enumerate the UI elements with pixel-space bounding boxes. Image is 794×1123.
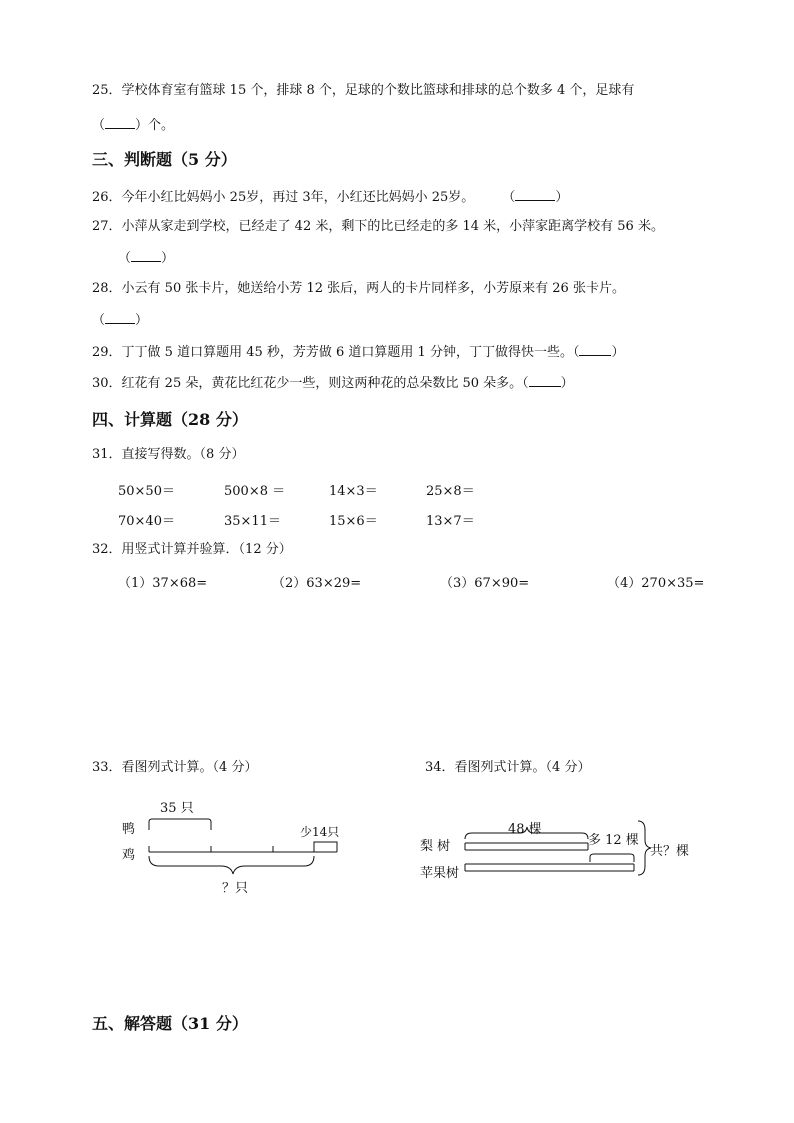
q26-close: ） [555,190,569,205]
q25-open: （ [92,118,106,133]
q32-title: 32．用竖式计算并验算．（12 分） [92,542,292,557]
q28-text: 28．小云有 50 张卡片，她送给小芳 12 张后，两人的卡片同样多，小芳原来有 26 张卡片。 [92,281,625,296]
q31-problem: 70×40＝ [118,514,175,529]
q25-close: ）个。 [135,118,175,133]
q31-problem: 25×8＝ [426,484,475,499]
q33-title: 33．看图列式计算。（4 分） [92,760,258,775]
q27-text: 27．小萍从家走到学校，已经走了 42 米，剩下的比已经走的多 14 米，小萍家距离学校有 56 米。 [92,219,664,234]
q29-text: 29．丁丁做 5 道口算题用 45 秒，芳芳做 6 道口算题用 1 分钟，丁丁做得快一些。 [92,345,573,360]
duck-label: 鸭 [122,822,136,837]
less-label: 少14只 [300,825,340,839]
q31-title: 31．直接写得数。（8 分） [92,447,245,462]
q27-open: （ [118,251,132,266]
q32-problem: （3）67×90= [440,576,530,591]
q31-problem: 13×7＝ [426,514,475,529]
q31-problem: 50×50＝ [118,484,175,499]
apple-label: 苹果树 [420,866,460,881]
q31-problem: 15×6＝ [329,514,378,529]
q34-title: 34．看图列式计算。（4 分） [425,760,591,775]
q29-close: ） [611,345,625,360]
q31-problem: 14×3＝ [329,484,378,499]
duck-count-label: 35 只 [160,801,194,816]
q28-close: ） [135,313,149,328]
q32-problem: （4）270×35= [607,576,705,591]
more-brace [590,854,634,862]
q26-open: （ [502,190,516,205]
q25-line1: 25．学校体育室有篮球 15 个，排球 8 个，足球的个数比篮球和排球的总个数多 4 个，足球有 [92,83,635,98]
q26-text: 26．今年小红比妈妈小 25岁，再过 3年，小红还比妈妈小 25岁。 [92,190,475,205]
pear-label: 梨 树 [420,839,451,854]
q31-problem: 500×8 ＝ [224,484,286,499]
q27-close: ） [161,251,175,266]
section4-title: 四、计算题（28 分） [92,410,248,429]
pear-count-label: 48 棵 [508,822,542,837]
chicken-label: 鸡 [122,848,136,863]
question-label: ？只 [222,881,249,896]
total-label: 共？棵 [650,844,690,859]
q30-open: （ [522,376,529,391]
q30-close: ） [560,376,574,391]
q28-open: （ [92,313,106,328]
q30-text: 30．红花有 25 朵，黄花比红花少一些，则这两种花的总朵数比 50 朵多。 [92,376,523,391]
q29-open: （ [572,345,580,360]
more-label: 多 12 棵 [588,833,639,848]
q32-problem: （1）37×68= [118,576,208,591]
section3-title: 三、判断题（5 分） [92,150,237,169]
q32-problem: （2）63×29= [272,576,362,591]
q31-problem: 35×11＝ [224,514,281,529]
section5-title: 五、解答题（31 分） [92,1014,248,1033]
